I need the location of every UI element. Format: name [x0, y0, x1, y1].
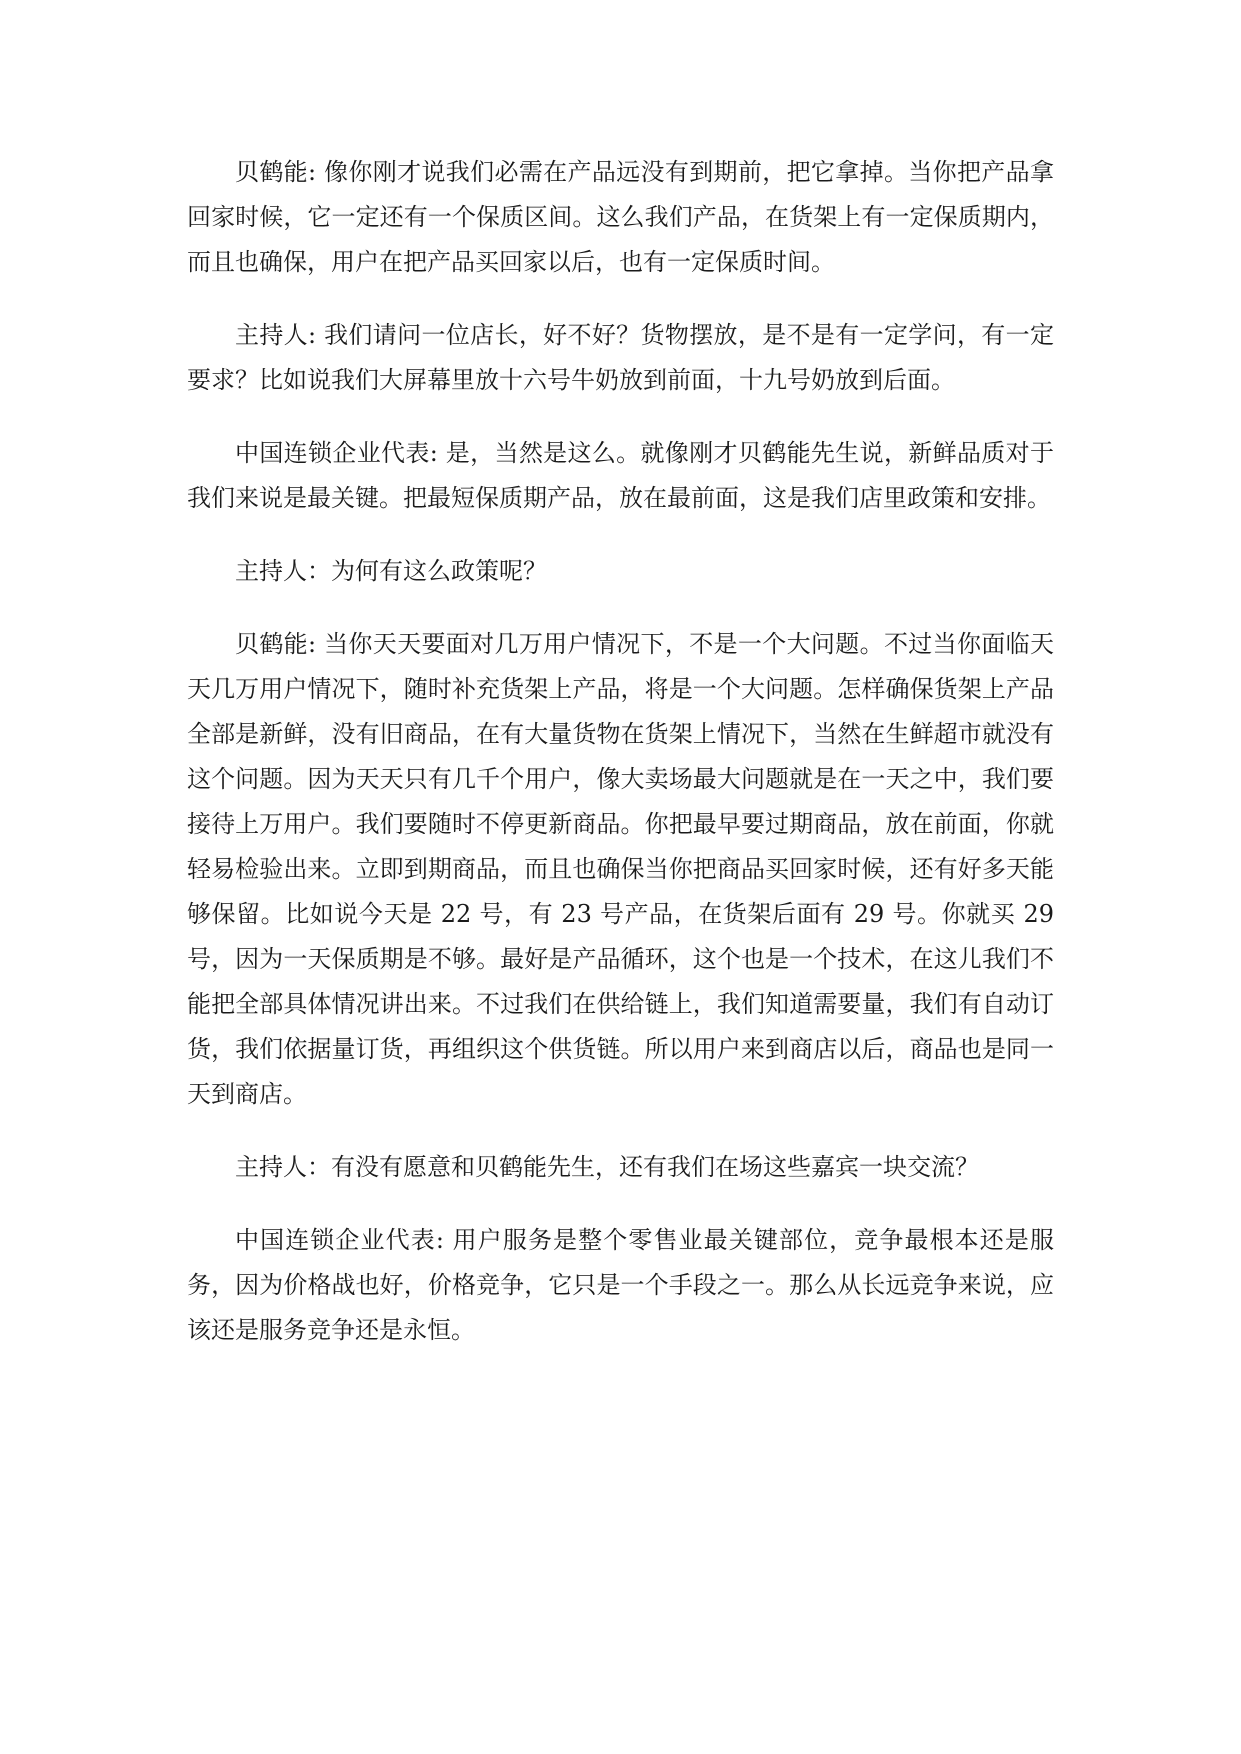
- paragraph: 主持人：有没有愿意和贝鹤能先生，还有我们在场这些嘉宾一块交流？: [235, 1153, 979, 1181]
- paragraph: 中国连锁企业代表: 是，当然是这么。就像刚才贝鹤能先生说，新鲜品质对于我们来说是最关键。把最短保质期产品，放在最前面，这是我们店里政策和安排。: [187, 439, 1054, 512]
- paragraph: 贝鹤能: 当你天天要面对几万用户情况下，不是一个大问题。不过当你面临天天几万用户情况下，随时补充货架上产品，将是一个大问题。怎样确保货架上产品全部是新鲜，没有旧商品，在有大量货物在货架上情况下，当然在生鲜超市就没有这个问题。因为天天只有几千个用户，像大卖场最大问题就是在一天之中，我们要接待上万用户。我们要随时不停更新商品。你把最早要过期商品，放在前面，你就轻易检验出来。立即到期商品，而且也确保当你把商品买回家时候，还有好多天能够保留。比如说今天是 22 号，有 23 号产品，在货架后面有 29 号。你就买 29 号，因为一天保质期是不够。最好是产品循环，这个也是一个技术，在这儿我们不能把全部具体情况讲出来。不过我们在供给链上，我们知道需要量，我们有自动订货，我们依据量订货，再组织这个供货链。所以用户来到商店以后，商品也是同一天到商店。: [187, 630, 1054, 1108]
- paragraph: 贝鹤能: 像你刚才说我们必需在产品远没有到期前，把它拿掉。当你把产品拿回家时候，它一定还有一个保质区间。这么我们产品，在货架上有一定保质期内，而且也确保，用户在把产品买回家以后，也有一定保质时间。: [187, 158, 1054, 276]
- paragraph: 主持人: 我们请问一位店长，好不好？货物摆放，是不是有一定学问，有一定要求？比如说我们大屏幕里放十六号牛奶放到前面，十九号奶放到后面。: [187, 321, 1054, 394]
- paragraph: 中国连锁企业代表: 用户服务是整个零售业最关键部位，竞争最根本还是服务，因为价格战也好，价格竞争，它只是一个手段之一。那么从长远竞争来说，应该还是服务竞争还是永恒。: [187, 1226, 1054, 1344]
- paragraph: 主持人：为何有这么政策呢？: [235, 557, 547, 585]
- document-body: [187, 150, 1054, 1381]
